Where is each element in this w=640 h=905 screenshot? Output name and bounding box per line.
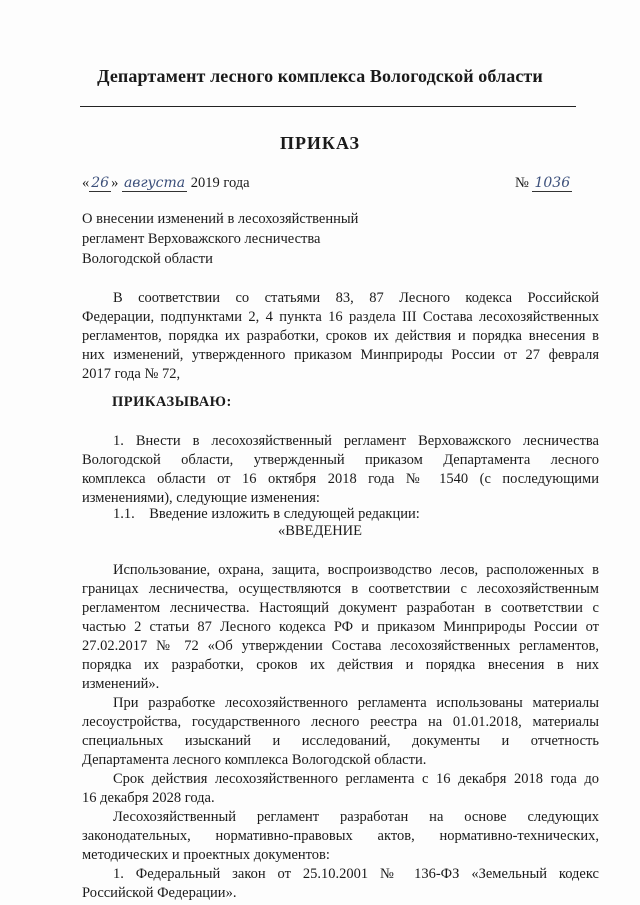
number-label: № bbox=[515, 175, 529, 191]
para2-line: При разработке лесохозяйственного регламента использованы материалы bbox=[113, 695, 599, 711]
para4-line: законодательных, нормативно-правовых актов, нормативно-технических, bbox=[82, 828, 599, 844]
para1-line: Использование, охрана, защита, воспроизводство лесов, расположенных в bbox=[113, 562, 599, 578]
preamble-line: них изменений, утвержденного приказом Минприроды России от 27 февраля bbox=[82, 347, 599, 363]
para1-line: изменений». bbox=[82, 676, 160, 692]
para4-line: Лесохозяйственный регламент разработан на основе следующих bbox=[113, 809, 599, 825]
date-year: 2019 года bbox=[190, 175, 250, 191]
date-close-quote: » bbox=[111, 175, 119, 191]
para2-line: специальных изысканий и исследований, документы и отчетность bbox=[82, 733, 599, 749]
preamble-line: Федерации, подпунктами 2, 4 пункта 16 раздела III Состава лесохозяйственных bbox=[82, 309, 599, 325]
date-day-handwritten: 26 bbox=[91, 175, 110, 191]
preamble-line: В соответствии со статьями 83, 87 Лесного кодекса Российской bbox=[113, 290, 599, 306]
date-month-handwritten: августа bbox=[123, 175, 186, 191]
subject-line: Вологодской области bbox=[82, 251, 213, 267]
para1-line: частью 2 статьи 87 Лесного кодекса РФ и приказом Минприроды России от bbox=[82, 619, 599, 635]
order-date bbox=[82, 175, 250, 192]
number-handwritten: 1036 bbox=[534, 175, 571, 191]
para1-line: регламентом лесничества. Настоящий документ разработан в соответствии с bbox=[82, 600, 599, 616]
subject-line: регламент Верховажского лесничества bbox=[82, 231, 321, 247]
para1-line: границах лесничества, осуществляются в соответствии с лесохозяйственным bbox=[82, 581, 599, 597]
subject-line: О внесении изменений в лесохозяйственный bbox=[82, 211, 359, 227]
order-number bbox=[515, 175, 572, 192]
item1-line: Вологодской области, утвержденный приказом Департамента лесного bbox=[82, 452, 599, 468]
item1-1-line: 1.1. Введение изложить в следующей редакции: bbox=[113, 506, 420, 522]
item1-line: комплекса области от 16 октября 2018 года № 1540 (с последующими bbox=[82, 471, 599, 487]
preamble-line: регламентов, порядка их разработки, сроков их действия и порядка внесения в bbox=[82, 328, 599, 344]
order-word: ПРИКАЗЫВАЮ: bbox=[112, 394, 232, 410]
order-subject bbox=[82, 209, 402, 269]
para2-line: лесоустройства, государственного лесного реестра на 01.01.2018, материалы bbox=[82, 714, 599, 730]
date-open-quote: « bbox=[82, 175, 90, 191]
introduction-heading: «ВВЕДЕНИЕ bbox=[278, 523, 362, 539]
preamble-line: 2017 года № 72, bbox=[82, 366, 181, 382]
item1-line: 1. Внести в лесохозяйственный регламент Верховажского лесничества bbox=[113, 433, 599, 449]
para3-line: Срок действия лесохозяйственного регламента с 16 декабря 2018 года до bbox=[113, 771, 599, 787]
item1-line: изменениями), следующие изменения: bbox=[82, 490, 320, 506]
para3-line: 16 декабря 2028 года. bbox=[82, 790, 215, 806]
para5-line: Российской Федерации». bbox=[82, 885, 237, 901]
para2-line: Департамента лесного комплекса Вологодской области. bbox=[82, 752, 427, 768]
department-title: Департамент лесного комплекса Вологодской области bbox=[97, 66, 543, 86]
para1-line: порядка их разработки, сроков их действия и порядка внесения в них bbox=[82, 657, 599, 673]
para1-line: 27.02.2017 № 72 «Об утверждении Состава лесохозяйственных регламентов, bbox=[82, 638, 599, 654]
header-rule bbox=[80, 106, 576, 107]
document-type-title: ПРИКАЗ bbox=[279, 133, 361, 153]
para5-line: 1. Федеральный закон от 25.10.2001 № 136-ФЗ «Земельный кодекс bbox=[113, 866, 599, 882]
para4-line: методических и проектных документов: bbox=[82, 847, 330, 863]
